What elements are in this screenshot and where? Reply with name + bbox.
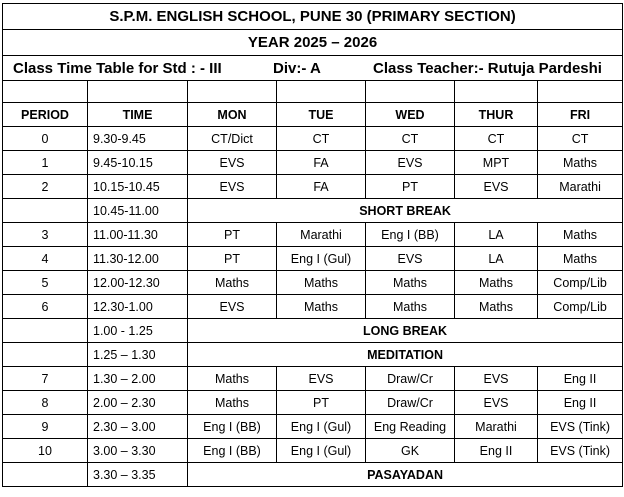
subject-tue: Maths — [277, 271, 366, 295]
subject-mon: PT — [188, 223, 277, 247]
period-number — [3, 319, 88, 343]
subject-wed: PT — [366, 175, 455, 199]
period-time: 1.00 - 1.25 — [88, 319, 188, 343]
blank-cell — [3, 81, 88, 103]
period-number: 3 — [3, 223, 88, 247]
header-mon: MON — [188, 103, 277, 127]
academic-year: YEAR 2025 – 2026 — [3, 30, 623, 56]
period-row — [3, 391, 623, 415]
period-row — [3, 151, 623, 175]
period-number: 1 — [3, 151, 88, 175]
subject-wed: GK — [366, 439, 455, 463]
school-name: S.P.M. ENGLISH SCHOOL, PUNE 30 (PRIMARY SECTION) — [3, 4, 623, 30]
header-fri: FRI — [538, 103, 623, 127]
subject-mon: Eng I (BB) — [188, 439, 277, 463]
period-time: 3.00 – 3.30 — [88, 439, 188, 463]
subject-fri: Maths — [538, 223, 623, 247]
subject-thur: EVS — [455, 367, 538, 391]
subject-thur: Maths — [455, 295, 538, 319]
subject-fri: Marathi — [538, 175, 623, 199]
subject-thur: LA — [455, 247, 538, 271]
period-time: 2.30 – 3.00 — [88, 415, 188, 439]
header-tue: TUE — [277, 103, 366, 127]
subject-wed: EVS — [366, 247, 455, 271]
blank-cell — [455, 81, 538, 103]
subject-thur: Maths — [455, 271, 538, 295]
period-time: 2.00 – 2.30 — [88, 391, 188, 415]
subject-fri: Maths — [538, 247, 623, 271]
period-number: 9 — [3, 415, 88, 439]
period-row — [3, 247, 623, 271]
subject-tue: CT — [277, 127, 366, 151]
subject-mon: Eng I (BB) — [188, 415, 277, 439]
break-label: PASAYADAN — [188, 463, 623, 487]
period-number: 7 — [3, 367, 88, 391]
period-number: 6 — [3, 295, 88, 319]
subject-tue: PT — [277, 391, 366, 415]
subject-tue: Eng I (Gul) — [277, 415, 366, 439]
subject-fri: Eng II — [538, 367, 623, 391]
subject-tue: FA — [277, 151, 366, 175]
period-number — [3, 343, 88, 367]
period-number: 10 — [3, 439, 88, 463]
subject-fri: EVS (Tink) — [538, 415, 623, 439]
period-row — [3, 415, 623, 439]
header-wed: WED — [366, 103, 455, 127]
break-row — [3, 343, 623, 367]
break-label: LONG BREAK — [188, 319, 623, 343]
subject-tue: FA — [277, 175, 366, 199]
header-row — [3, 103, 623, 127]
blank-cell — [277, 81, 366, 103]
subject-mon: Maths — [188, 271, 277, 295]
period-row — [3, 367, 623, 391]
year-row — [3, 30, 623, 56]
break-row — [3, 463, 623, 487]
subject-wed: CT — [366, 127, 455, 151]
period-time: 9.30-9.45 — [88, 127, 188, 151]
subject-fri: CT — [538, 127, 623, 151]
period-row — [3, 127, 623, 151]
subject-mon: PT — [188, 247, 277, 271]
period-row — [3, 175, 623, 199]
period-row — [3, 295, 623, 319]
class-div: Div:- A — [273, 59, 321, 77]
period-time: 12.30-1.00 — [88, 295, 188, 319]
period-time: 1.25 – 1.30 — [88, 343, 188, 367]
header-time: TIME — [88, 103, 188, 127]
subject-thur: Marathi — [455, 415, 538, 439]
subject-mon: Maths — [188, 367, 277, 391]
period-number: 5 — [3, 271, 88, 295]
subject-mon: EVS — [188, 175, 277, 199]
break-row — [3, 319, 623, 343]
period-time: 10.15-10.45 — [88, 175, 188, 199]
period-number — [3, 199, 88, 223]
period-time: 10.45-11.00 — [88, 199, 188, 223]
subject-tue: Maths — [277, 295, 366, 319]
subject-thur: Eng II — [455, 439, 538, 463]
period-time: 12.00-12.30 — [88, 271, 188, 295]
school-title-row — [3, 4, 623, 30]
period-row — [3, 439, 623, 463]
break-label: MEDITATION — [188, 343, 623, 367]
class-std: Class Time Table for Std : - III — [13, 59, 222, 77]
subject-fri: Comp/Lib — [538, 295, 623, 319]
subject-tue: Marathi — [277, 223, 366, 247]
period-time: 11.00-11.30 — [88, 223, 188, 247]
subject-thur: CT — [455, 127, 538, 151]
header-thur: THUR — [455, 103, 538, 127]
period-number: 2 — [3, 175, 88, 199]
break-row — [3, 199, 623, 223]
subject-fri: Eng II — [538, 391, 623, 415]
subject-mon: EVS — [188, 151, 277, 175]
subject-mon: EVS — [188, 295, 277, 319]
blank-cell — [366, 81, 455, 103]
break-label: SHORT BREAK — [188, 199, 623, 223]
blank-cell — [538, 81, 623, 103]
subject-mon: Maths — [188, 391, 277, 415]
blank-cell — [88, 81, 188, 103]
subject-thur: MPT — [455, 151, 538, 175]
subject-wed: Eng I (BB) — [366, 223, 455, 247]
subject-tue: Eng I (Gul) — [277, 247, 366, 271]
subject-fri: Comp/Lib — [538, 271, 623, 295]
subject-fri: EVS (Tink) — [538, 439, 623, 463]
period-time: 1.30 – 2.00 — [88, 367, 188, 391]
subject-wed: Maths — [366, 295, 455, 319]
subject-wed: EVS — [366, 151, 455, 175]
subject-thur: EVS — [455, 391, 538, 415]
class-info — [3, 56, 623, 81]
subject-wed: Maths — [366, 271, 455, 295]
blank-cell — [188, 81, 277, 103]
subject-tue: EVS — [277, 367, 366, 391]
subject-thur: EVS — [455, 175, 538, 199]
subject-fri: Maths — [538, 151, 623, 175]
subject-tue: Eng I (Gul) — [277, 439, 366, 463]
class-teacher: Class Teacher:- Rutuja Pardeshi — [373, 59, 602, 77]
subject-wed: Eng Reading — [366, 415, 455, 439]
timetable — [2, 3, 623, 487]
period-time: 9.45-10.15 — [88, 151, 188, 175]
subject-mon: CT/Dict — [188, 127, 277, 151]
period-number: 0 — [3, 127, 88, 151]
class-info-row — [3, 56, 623, 81]
period-time: 11.30-12.00 — [88, 247, 188, 271]
subject-wed: Draw/Cr — [366, 391, 455, 415]
period-row — [3, 223, 623, 247]
period-row — [3, 271, 623, 295]
blank-row — [3, 81, 623, 103]
period-number: 4 — [3, 247, 88, 271]
period-time: 3.30 – 3.35 — [88, 463, 188, 487]
period-number — [3, 463, 88, 487]
subject-wed: Draw/Cr — [366, 367, 455, 391]
subject-thur: LA — [455, 223, 538, 247]
header-period: PERIOD — [3, 103, 88, 127]
period-number: 8 — [3, 391, 88, 415]
